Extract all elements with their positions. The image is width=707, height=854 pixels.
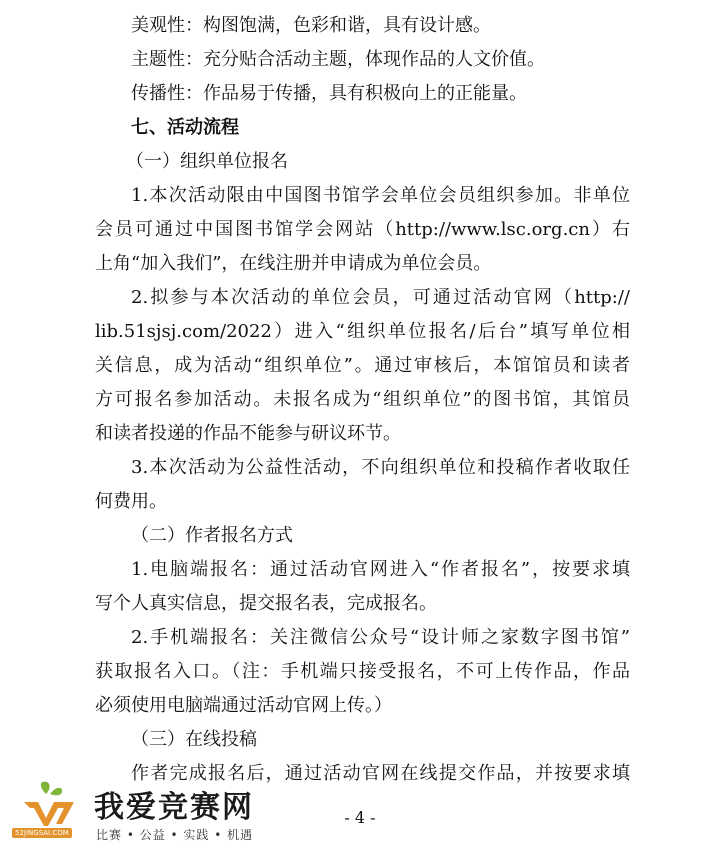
- paragraph-line: 2.拟参与本次活动的单位会员，可通过活动官网（http://: [131, 287, 630, 308]
- watermark-url: 52JINGSAI.COM: [12, 828, 72, 838]
- watermark-logo: [10, 776, 260, 846]
- paragraph-line: lib.51sjsj.com/2022）进入“组织单位报名/后台”填写单位相: [95, 321, 630, 342]
- criteria-aesthetics: 美观性：构图饱满，色彩和谐，具有设计感。: [131, 15, 491, 36]
- paragraph-line: 会员可通过中国图书馆学会网站（http://www.lsc.org.cn）右: [95, 219, 630, 240]
- paragraph-line: 作者完成报名后，通过活动官网在线提交作品，并按要求填: [131, 763, 630, 784]
- paragraph-line: 和读者投递的作品不能参与研议环节。: [95, 423, 401, 444]
- subsection-heading: （二）作者报名方式: [131, 525, 293, 546]
- page-number: - 4 -: [344, 808, 376, 827]
- criteria-spread: 传播性：作品易于传播，具有积极向上的正能量。: [131, 83, 527, 104]
- watermark-slogan: 比赛 • 公益 • 实践 • 机遇: [96, 828, 254, 842]
- paragraph-line: 方可报名参加活动。未报名成为“组织单位”的图书馆，其馆员: [95, 389, 630, 410]
- paragraph-line: 获取报名入口。（注：手机端只接受报名，不可上传作品，作品: [95, 661, 630, 682]
- paragraph-line: 写个人真实信息，提交报名表，完成报名。: [95, 593, 437, 614]
- paragraph-line: 何费用。: [95, 491, 167, 512]
- paragraph-line: 1.电脑端报名：通过活动官网进入“作者报名”，按要求填: [131, 559, 630, 580]
- criteria-theme: 主题性：充分贴合活动主题，体现作品的人文价值。: [131, 49, 545, 70]
- paragraph-line: 关信息，成为活动“组织单位”。通过审核后，本馆馆员和读者: [95, 355, 630, 376]
- paragraph-line: 上角“加入我们”，在线注册并申请成为单位会员。: [95, 253, 492, 274]
- paragraph-line: 3.本次活动为公益性活动，不向组织单位和投稿作者收取任: [131, 457, 630, 478]
- section-heading: 七、活动流程: [131, 117, 239, 138]
- watermark-title: 我爱竞赛网: [94, 790, 254, 825]
- subsection-heading: （一）组织单位报名: [126, 151, 288, 172]
- subsection-heading: （三）在线投稿: [131, 729, 257, 750]
- paragraph-line: 2.手机端报名：关注微信公众号“设计师之家数字图书馆”: [131, 627, 630, 648]
- paragraph-line: 必须使用电脑端通过活动官网上传。）: [95, 695, 392, 716]
- paragraph-line: 1.本次活动限由中国图书馆学会单位会员组织参加。非单位: [131, 185, 630, 206]
